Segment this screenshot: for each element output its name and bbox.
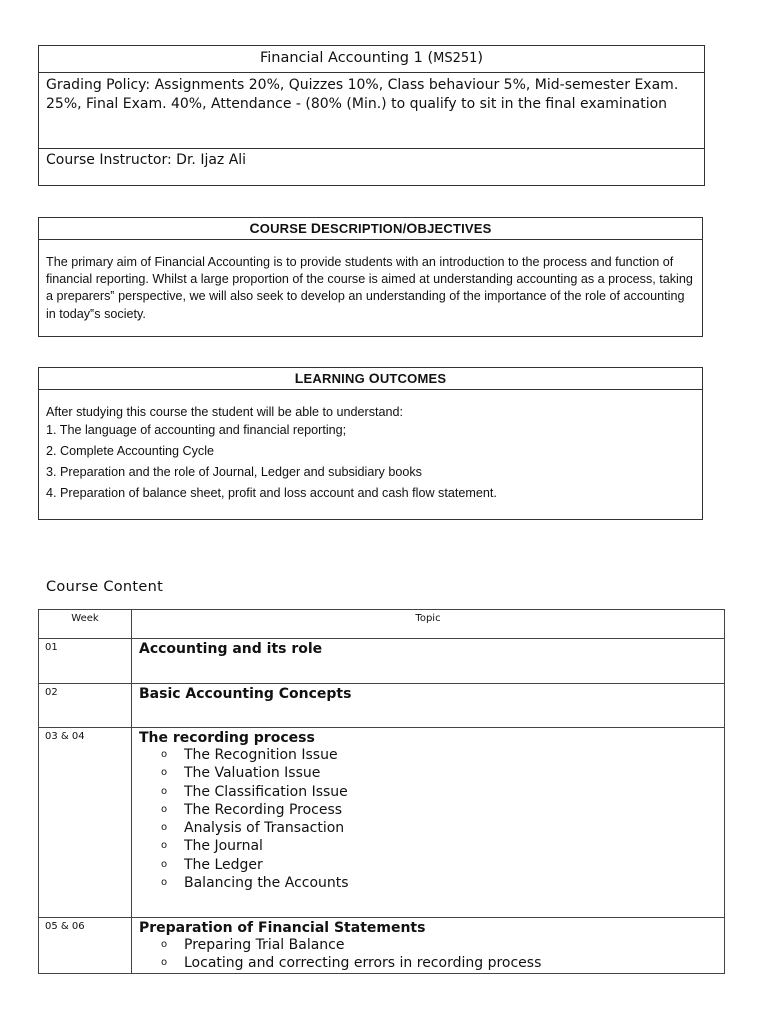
table-row	[39, 918, 725, 974]
heading-part: L	[294, 370, 304, 386]
outcome-item: 2. Complete Accounting Cycle	[46, 443, 215, 458]
topic-cell	[132, 684, 725, 728]
topic-cell	[132, 728, 725, 918]
week-cell: 03 & 04	[39, 728, 132, 918]
bullet-icon: o	[161, 749, 168, 760]
course-content-table	[38, 609, 725, 974]
bullet-icon: o	[161, 822, 168, 834]
topic-title: The recording process	[139, 730, 315, 746]
topic-cell	[132, 639, 725, 684]
course-code: MS251	[433, 51, 478, 66]
subtopic-text: The Valuation Issue	[184, 765, 321, 782]
course-instructor: Course Instructor: Dr. Ijaz Ali	[46, 152, 247, 168]
week-column-header: Week	[39, 610, 132, 639]
subtopic-text: The Classification Issue	[184, 783, 348, 800]
subtopic-item	[161, 954, 724, 972]
topic-title: Basic Accounting Concepts	[139, 686, 352, 702]
course-description-heading	[39, 218, 702, 240]
heading-part: UTCOMES	[379, 371, 447, 386]
table-row	[39, 639, 725, 684]
subtopic-text: Locating and correcting errors in recording process	[184, 955, 542, 972]
table-row	[39, 728, 725, 918]
subtopic-item	[161, 856, 724, 874]
bullet-icon: o	[161, 840, 168, 852]
subtopic-item	[161, 783, 724, 801]
table-row	[39, 684, 725, 728]
topic-cell	[132, 918, 725, 974]
learning-outcomes-box	[38, 367, 703, 520]
bullet-icon: o	[161, 803, 168, 815]
course-content-label: Course Content	[46, 579, 164, 595]
subtopic-text: Analysis of Transaction	[184, 820, 345, 837]
subtopic-item	[161, 764, 724, 782]
topic-column-header: Topic	[132, 610, 725, 639]
heading-part: EARNING	[303, 371, 369, 386]
course-description-text: The primary aim of Financial Accounting is to provide students with an introduction to the process and function of financial reporting. Whilst a large proportion of the course is aimed at understanding accounting as a process, taking a preparers‟ perspective, we will also seek to develop an understanding of the importance of the role of accounting in today‟s society.	[46, 255, 693, 321]
outcome-item: 1. The language of accounting and financial reporting;	[46, 422, 347, 437]
learning-outcomes-heading	[39, 368, 702, 390]
bullet-icon: o	[161, 767, 168, 779]
subtopic-list	[139, 936, 724, 973]
heading-part: D	[310, 220, 322, 236]
week-cell: 01	[39, 639, 132, 684]
week-cell: 05 & 06	[39, 918, 132, 974]
subtopic-text: Preparing Trial Balance	[184, 937, 345, 953]
course-header-box	[38, 45, 705, 186]
course-description-box	[38, 217, 703, 337]
subtopic-item	[161, 936, 724, 954]
week-cell: 02	[39, 684, 132, 728]
course-title	[39, 46, 704, 73]
subtopic-item	[161, 874, 724, 892]
bullet-icon: o	[161, 785, 168, 797]
subtopic-text: The Ledger	[184, 856, 263, 873]
table-header-row	[39, 610, 725, 639]
subtopic-text: The Journal	[184, 838, 263, 855]
course-title-text: Financial Accounting 1 (	[259, 50, 434, 66]
topic-title: Preparation of Financial Statements	[139, 920, 426, 936]
topic-title: Accounting and its role	[139, 641, 323, 657]
heading-part: O	[406, 220, 418, 236]
subtopic-text: Balancing the Accounts	[184, 875, 349, 892]
bullet-icon: o	[161, 858, 168, 870]
heading-part: C	[249, 220, 260, 236]
subtopic-item	[161, 837, 724, 855]
grading-policy: Grading Policy: Assignments 20%, Quizzes 10%, Class behaviour 5%, Mid-semester Exam. 25%, Final Exam. 40%, Attendance - (80% (Min.) to qualify to sit in the final examination	[39, 73, 704, 149]
subtopic-text: The Recognition Issue	[184, 747, 338, 763]
subtopic-item	[161, 746, 724, 764]
heading-part: BJECTIVES	[417, 221, 492, 236]
subtopic-list	[139, 746, 724, 892]
subtopic-text: The Recording Process	[184, 801, 343, 818]
course-title-close: )	[477, 50, 484, 66]
bullet-icon: o	[161, 957, 168, 969]
bullet-icon: o	[161, 939, 168, 950]
heading-part: ESCRIPTION/	[321, 221, 407, 236]
subtopic-item	[161, 801, 724, 819]
outcome-item: 4. Preparation of balance sheet, profit and loss account and cash flow statement.	[46, 485, 497, 500]
heading-part: OURSE	[259, 221, 311, 236]
learning-outcomes-body	[39, 390, 702, 502]
outcomes-intro: After studying this course the student will be able to understand:	[46, 405, 404, 419]
outcome-item: 3. Preparation and the role of Journal, Ledger and subsidiary books	[46, 464, 422, 479]
subtopic-item	[161, 819, 724, 837]
bullet-icon: o	[161, 877, 168, 889]
heading-part: O	[368, 370, 380, 386]
